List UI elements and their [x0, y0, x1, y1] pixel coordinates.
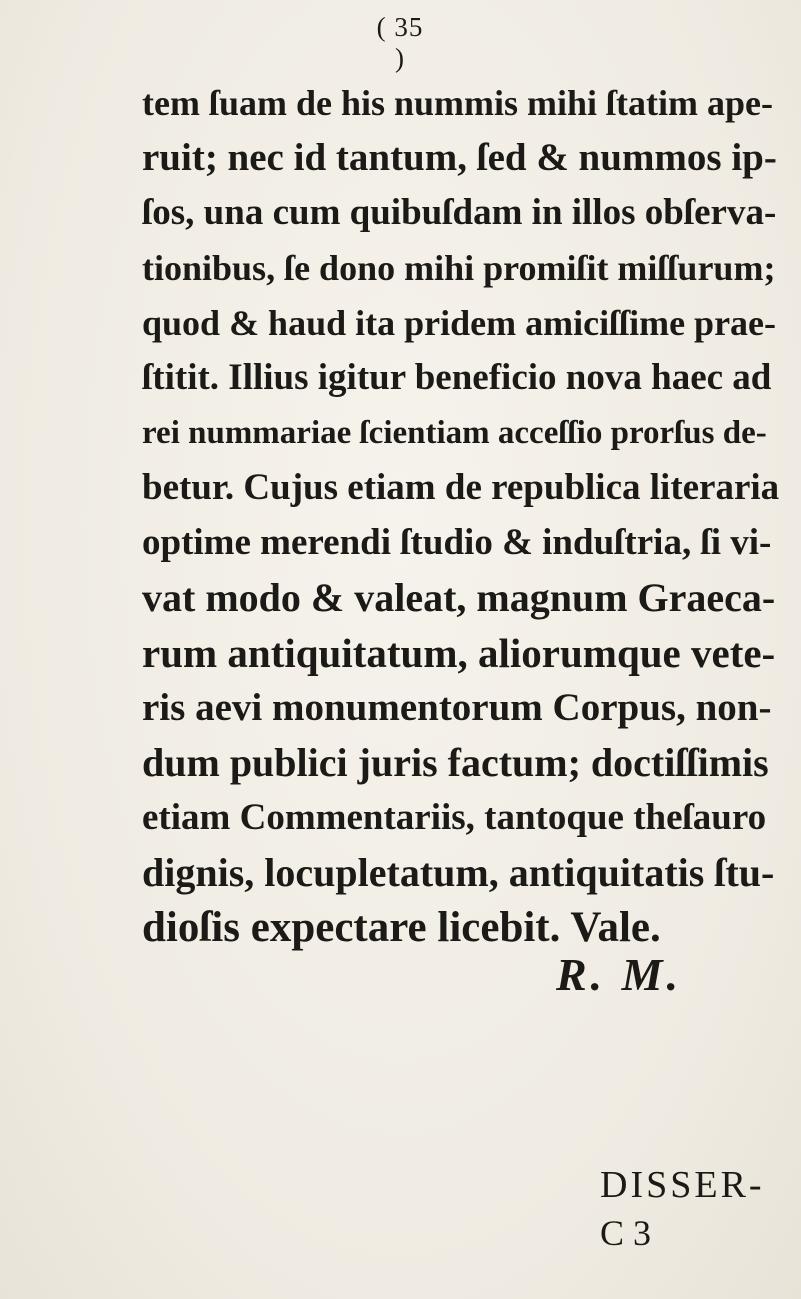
text-line: rum antiquitatum, aliorumque vete- [142, 630, 776, 676]
text-line: etiam Commentariis, tantoque theſauro [142, 797, 767, 838]
text-line: rei nummariae ſcientiam acceſſio prorſus de- [142, 415, 767, 451]
text-line: tionibus, ſe dono mihi promiſit miſſurum; [142, 248, 776, 288]
text-line: ris aevi monumentorum Corpus, non- [142, 686, 772, 729]
text-line: betur. Cujus etiam de republica literaria [142, 467, 780, 508]
text-line: dum publici juris factum; doctiſſimis [142, 740, 769, 785]
page-number: ( 35 ) [376, 12, 424, 73]
text-line: dioſis expectare licebit. Vale. [142, 904, 661, 951]
signature-mark: C 3 [600, 1213, 652, 1253]
text-line: ruit; nec id tantum, ſed & nummos ip- [142, 136, 777, 179]
text-line: quod & haud ita pridem amiciſſime prae- [142, 303, 777, 343]
catchword: DISSER- [600, 1164, 765, 1206]
text-line: vat modo & valeat, magnum Graeca- [142, 575, 776, 620]
text-line: ſtitit. Illius igitur beneficio nova haec ad [142, 357, 772, 398]
author-initials: R. M. [556, 949, 683, 1000]
text-line: dignis, locupletatum, antiquitatis ſtu- [142, 850, 775, 895]
text-line: tem ſuam de his nummis mihi ſtatim ape- [142, 83, 774, 123]
text-line: optime merendi ſtudio & induſtria, ſi vi- [142, 522, 772, 563]
text-line: ſos, una cum quibuſdam in illos obſerva- [142, 192, 777, 233]
